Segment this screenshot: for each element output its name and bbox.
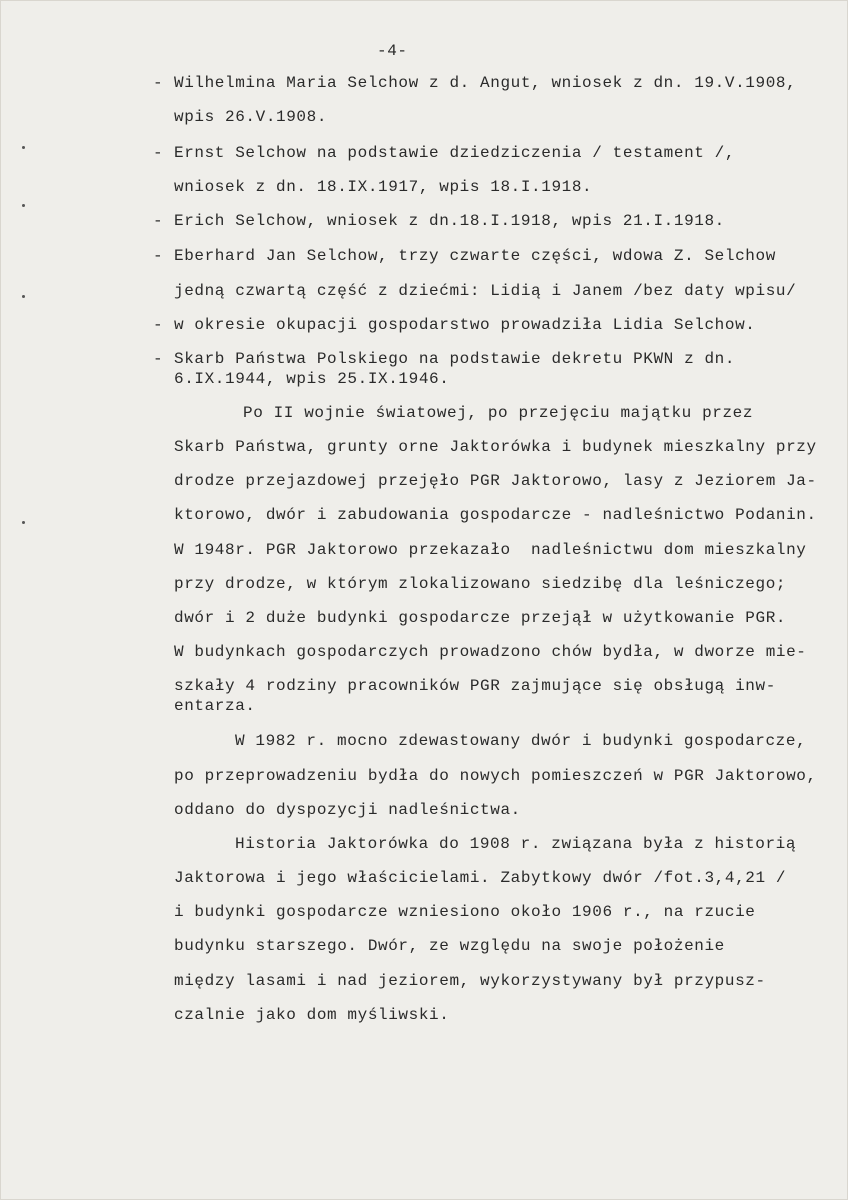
list-item-line: Skarb Państwa Polskiego na podstawie dekretu PKWN z dn. — [174, 350, 736, 368]
list-item-dash: - — [153, 212, 164, 230]
list-item-line: wpis 26.V.1908. — [174, 108, 328, 126]
paragraph-line: W budynkach gospodarczych prowadzono chów bydła, w dworze mie- — [174, 643, 807, 661]
paragraph-line: czalnie jako dom myśliwski. — [174, 1006, 450, 1024]
paragraph-line: Skarb Państwa, grunty orne Jaktorówka i budynek mieszkalny przy — [174, 438, 817, 456]
list-item-line: jedną czwartą część z dziećmi: Lidią i Janem /bez daty wpisu/ — [174, 282, 797, 300]
list-item-line: 6.IX.1944, wpis 25.IX.1946. — [174, 370, 450, 388]
list-item-dash: - — [153, 144, 164, 162]
paragraph-line: W 1948r. PGR Jaktorowo przekazało nadleśnictwu dom mieszkalny — [174, 541, 807, 559]
paragraph-line: W 1982 r. mocno zdewastowany dwór i budynki gospodarcze, — [235, 732, 807, 750]
paragraph-line: między lasami i nad jeziorem, wykorzystywany był przypusz- — [174, 972, 766, 990]
margin-mark — [22, 204, 25, 207]
list-item-line: w okresie okupacji gospodarstwo prowadziła Lidia Selchow. — [174, 316, 756, 334]
paragraph-line: budynku starszego. Dwór, ze względu na swoje położenie — [174, 937, 725, 955]
paragraph-line: przy drodze, w którym zlokalizowano siedzibę dla leśniczego; — [174, 575, 787, 593]
paragraph-line: entarza. — [174, 697, 256, 715]
margin-mark — [22, 146, 25, 149]
page-number: -4- — [377, 42, 408, 60]
list-item-dash: - — [153, 247, 164, 265]
margin-mark — [22, 295, 25, 298]
paragraph-line: oddano do dyspozycji nadleśnictwa. — [174, 801, 521, 819]
paragraph-line: po przeprowadzeniu bydła do nowych pomieszczeń w PGR Jaktorowo, — [174, 767, 817, 785]
paragraph-line: i budynki gospodarcze wzniesiono około 1906 r., na rzucie — [174, 903, 756, 921]
list-item-dash: - — [153, 350, 164, 368]
paragraph-line: Po II wojnie światowej, po przejęciu majątku przez — [243, 404, 754, 422]
paragraph-line: Jaktorowa i jego właścicielami. Zabytkowy dwór /fot.3,4,21 / — [174, 869, 787, 887]
paragraph-line: szkały 4 rodziny pracowników PGR zajmujące się obsługą inw- — [174, 677, 776, 695]
list-item-line: Wilhelmina Maria Selchow z d. Angut, wniosek z dn. 19.V.1908, — [174, 74, 797, 92]
list-item-line: Erich Selchow, wniosek z dn.18.I.1918, wpis 21.I.1918. — [174, 212, 725, 230]
paragraph-line: Historia Jaktorówka do 1908 r. związana była z historią — [235, 835, 797, 853]
list-item-dash: - — [153, 74, 164, 92]
paragraph-line: ktorowo, dwór i zabudowania gospodarcze - nadleśnictwo Podanin. — [174, 506, 817, 524]
list-item-line: Eberhard Jan Selchow, trzy czwarte części, wdowa Z. Selchow — [174, 247, 776, 265]
list-item-line: wniosek z dn. 18.IX.1917, wpis 18.I.1918. — [174, 178, 593, 196]
list-item-line: Ernst Selchow na podstawie dziedziczenia / testament /, — [174, 144, 736, 162]
paragraph-line: drodze przejazdowej przejęło PGR Jaktorowo, lasy z Jeziorem Ja- — [174, 472, 817, 490]
margin-mark — [22, 521, 25, 524]
paragraph-line: dwór i 2 duże budynki gospodarcze przejął w użytkowanie PGR. — [174, 609, 787, 627]
list-item-dash: - — [153, 316, 164, 334]
